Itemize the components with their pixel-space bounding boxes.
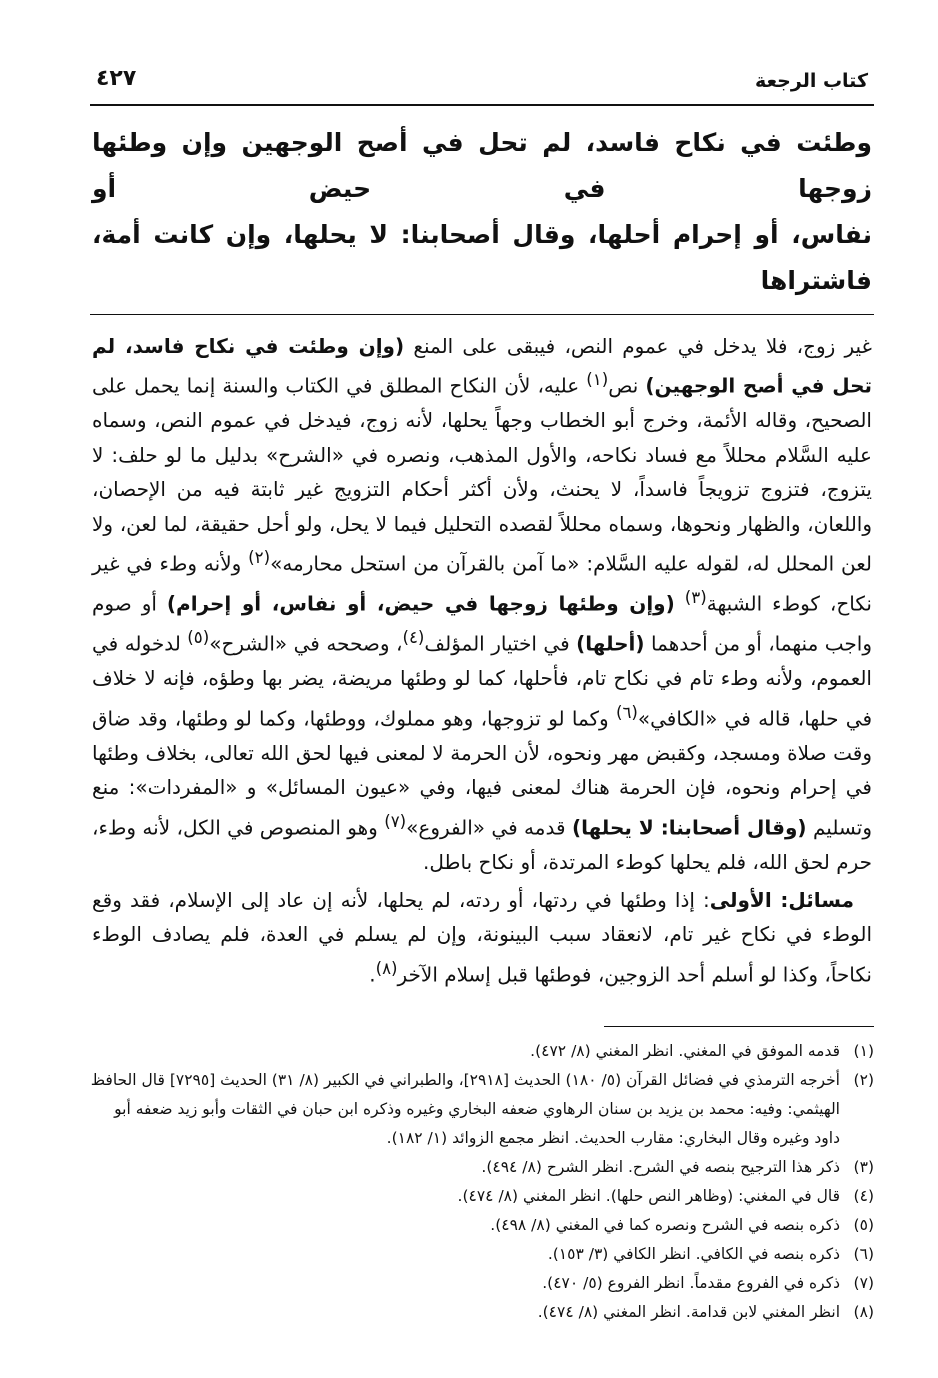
text-run: لدخوله في العموم، ولأنه وطء تام في نكاح تام، فأحلها، كما لو وطئها مريضة، يضر بها وطؤه، فإنه لا خلاف في حلها، قاله في «الكافي» — [92, 631, 873, 731]
footnote — [90, 1269, 874, 1298]
bold-quote: (وقال أصحابنا: لا يحلها) — [571, 815, 807, 840]
text-run: في اختيار المؤلف — [424, 631, 577, 656]
text-run: . — [369, 962, 376, 987]
footnote-marker: (٦) — [615, 702, 638, 722]
footnote-marker: (٢) — [248, 548, 271, 568]
footnote-number: (٥) — [853, 1215, 874, 1234]
bold-quote: مسائل: الأولى — [709, 888, 854, 913]
footnote-text: انظر المغني لابن قدامة. انظر المغني (٨/ ٤٧٤). — [537, 1302, 840, 1321]
footnote-text: ذكر هذا الترجيح بنصه في الشرح. انظر الشرح (٨/ ٤٩٤). — [481, 1157, 840, 1176]
book-page — [90, 60, 874, 1327]
main-text-line: وطئت في نكاح فاسد، لم تحل في أصح الوجهين وإن وطئها زوجها في حيض أو — [92, 128, 872, 203]
bold-quote: (وإن وطئها زوجها في حيض، أو نفاس، أو إحرام) — [166, 591, 675, 616]
footnote — [90, 1037, 874, 1066]
text-run: أو صوم واجب منهما، أو من أحدهما — [92, 591, 872, 656]
commentary-paragraph — [92, 329, 872, 879]
text-run — [675, 592, 685, 616]
text-run: وكما لو تزوجها، وهو مملوك، ووطئها، وكما لو وطئها، وقد ضاق وقت صلاة ومسجد، وكقبض مهر ونحوه، لأن الحرمة لا لمعنى فيها لحق الله تعالى، بخلاف وطئها في إحرام ونحوه، فإن الحرمة هناك لمعنى فيها، وفي «عيون المسائل» و «المفردات»: منع وتسليم — [92, 706, 872, 840]
footnote-number: (١) — [853, 1041, 874, 1060]
footnote-marker: (٧) — [384, 811, 407, 831]
text-run: ولأنه وطء في غير نكاح، كوطء الشبهة — [92, 551, 872, 616]
footnote — [90, 1211, 874, 1240]
commentary — [90, 329, 874, 992]
footnote-marker: (٨) — [375, 958, 398, 978]
bold-quote: (وإن وطئت في نكاح فاسد، لم تحل في أصح الوجهين) — [92, 334, 872, 399]
footnote-separator — [604, 1026, 874, 1027]
footnote-text: ذكره بنصه في الشرح ونصره كما في المغني (٨/ ٤٩٨). — [490, 1215, 840, 1234]
text-run: غير زوج، فلا يدخل في عموم النص، فيبقى على المنع — [404, 334, 872, 358]
footnote — [90, 1153, 874, 1182]
footnotes — [90, 1037, 874, 1327]
page-number: ٤٢٧ — [96, 66, 137, 91]
text-run: : إذا وطئها في ردتها، أو ردته، لم يحلها، لأنه إن عاد إلى الإسلام، فقد وقع الوطء في نكاح غير تام، لانعقاد سبب البينونة، وإن لم يسلم في العدة، فلم يصادف الوطء نكاحاً، وكذا لو أسلم أحد الزوجين، فوطئها قبل إسلام الآخر — [92, 888, 872, 987]
footnote — [90, 1066, 874, 1153]
footnote-text: ذكره في الفروع مقدماً. انظر الفروع (٥/ ٤٧٠). — [542, 1273, 840, 1292]
footnote-text: قال في المغني: (وظاهر النص حلها). انظر المغني (٨/ ٤٧٤). — [457, 1186, 840, 1205]
footnote — [90, 1182, 874, 1211]
text-run: نص — [608, 374, 646, 399]
text-run: عليه، لأن النكاح المطلق في الكتاب والسنة إنما يحمل على الصحيح، وقاله الأئمة، وخرج أبو الخطاب وجهاً يحلها، لأنه زوج، فيدخل في عموم النص، وسماه عليه السَّلام محللاً مع فساد نكاحه، والأول المذهب، ونصره في «الشرح» بدليل ما لو حلف: لا يتزوج، فتزوج تزويجاً فاسداً، لا يحنث، ولأن أكثر أحكام التزويج غير ثابتة فيه من الإحصان، واللعان، والظهار ونحوها، وسماه محللاً لقصده التحليل فيما لا يحل، ولو أحل حقيقة، لما لعن، ولا لعن المحلل له، لقوله عليه السَّلام: «ما آمن بالقرآن من استحل محارمه» — [92, 374, 872, 576]
main-text-line: نفاس، أو إحرام أحلها، وقال أصحابنا: لا يحلها، وإن كانت أمة، فاشتراها — [92, 220, 872, 295]
text-run: وهو المنصوص في الكل، لأنه وطء، حرم لحق الله، فلم يحلها كوطء المرتدة، أو نكاح باطل. — [92, 815, 872, 874]
footnote-text: أخرجه الترمذي في فضائل القرآن (٥/ ١٨٠) الحديث [٢٩١٨]، والطبراني في الكبير (٨/ ٣١) الحديث [٧٢٩٥] قال الحافظ الهيثمي: وفيه: محمد بن يزيد بن سنان الرهاوي ضعفه البخاري وغيره وذكره ابن حبان في الثقات وأبو زيد ضعفه أبو داود وغيره وقال البخاري: مقارب الحديث. انظر مجمع الزوائد (١/ ١٨٢). — [90, 1070, 840, 1147]
separator-line — [90, 314, 874, 315]
footnote-text: قدمه الموفق في المغني. انظر المغني (٨/ ٤٧٢). — [530, 1041, 840, 1060]
footnote — [90, 1240, 874, 1269]
main-text — [90, 120, 874, 304]
footnote-marker: (٤) — [402, 628, 425, 648]
text-run: ، وصححه في «الشرح» — [209, 631, 403, 656]
footnote-number: (٦) — [853, 1244, 874, 1263]
footnote — [90, 1298, 874, 1327]
page-header — [90, 60, 874, 106]
footnote-marker: (٣) — [684, 588, 707, 608]
footnote-marker: (٥) — [187, 628, 210, 648]
footnote-number: (٨) — [853, 1302, 874, 1321]
footnote-number: (٧) — [853, 1273, 874, 1292]
chapter-title: كتاب الرجعة — [754, 70, 868, 92]
footnote-number: (٣) — [853, 1157, 874, 1176]
footnote-text: ذكره بنصه في الكافي. انظر الكافي (٣/ ١٥٣). — [547, 1244, 840, 1263]
footnote-marker: (١) — [586, 370, 609, 390]
commentary-paragraph — [92, 883, 872, 992]
bold-quote: (أحلها) — [576, 631, 645, 656]
text-run: قدمه في «الفروع» — [406, 815, 572, 840]
footnote-number: (٤) — [853, 1186, 874, 1205]
footnote-number: (٢) — [853, 1070, 874, 1089]
